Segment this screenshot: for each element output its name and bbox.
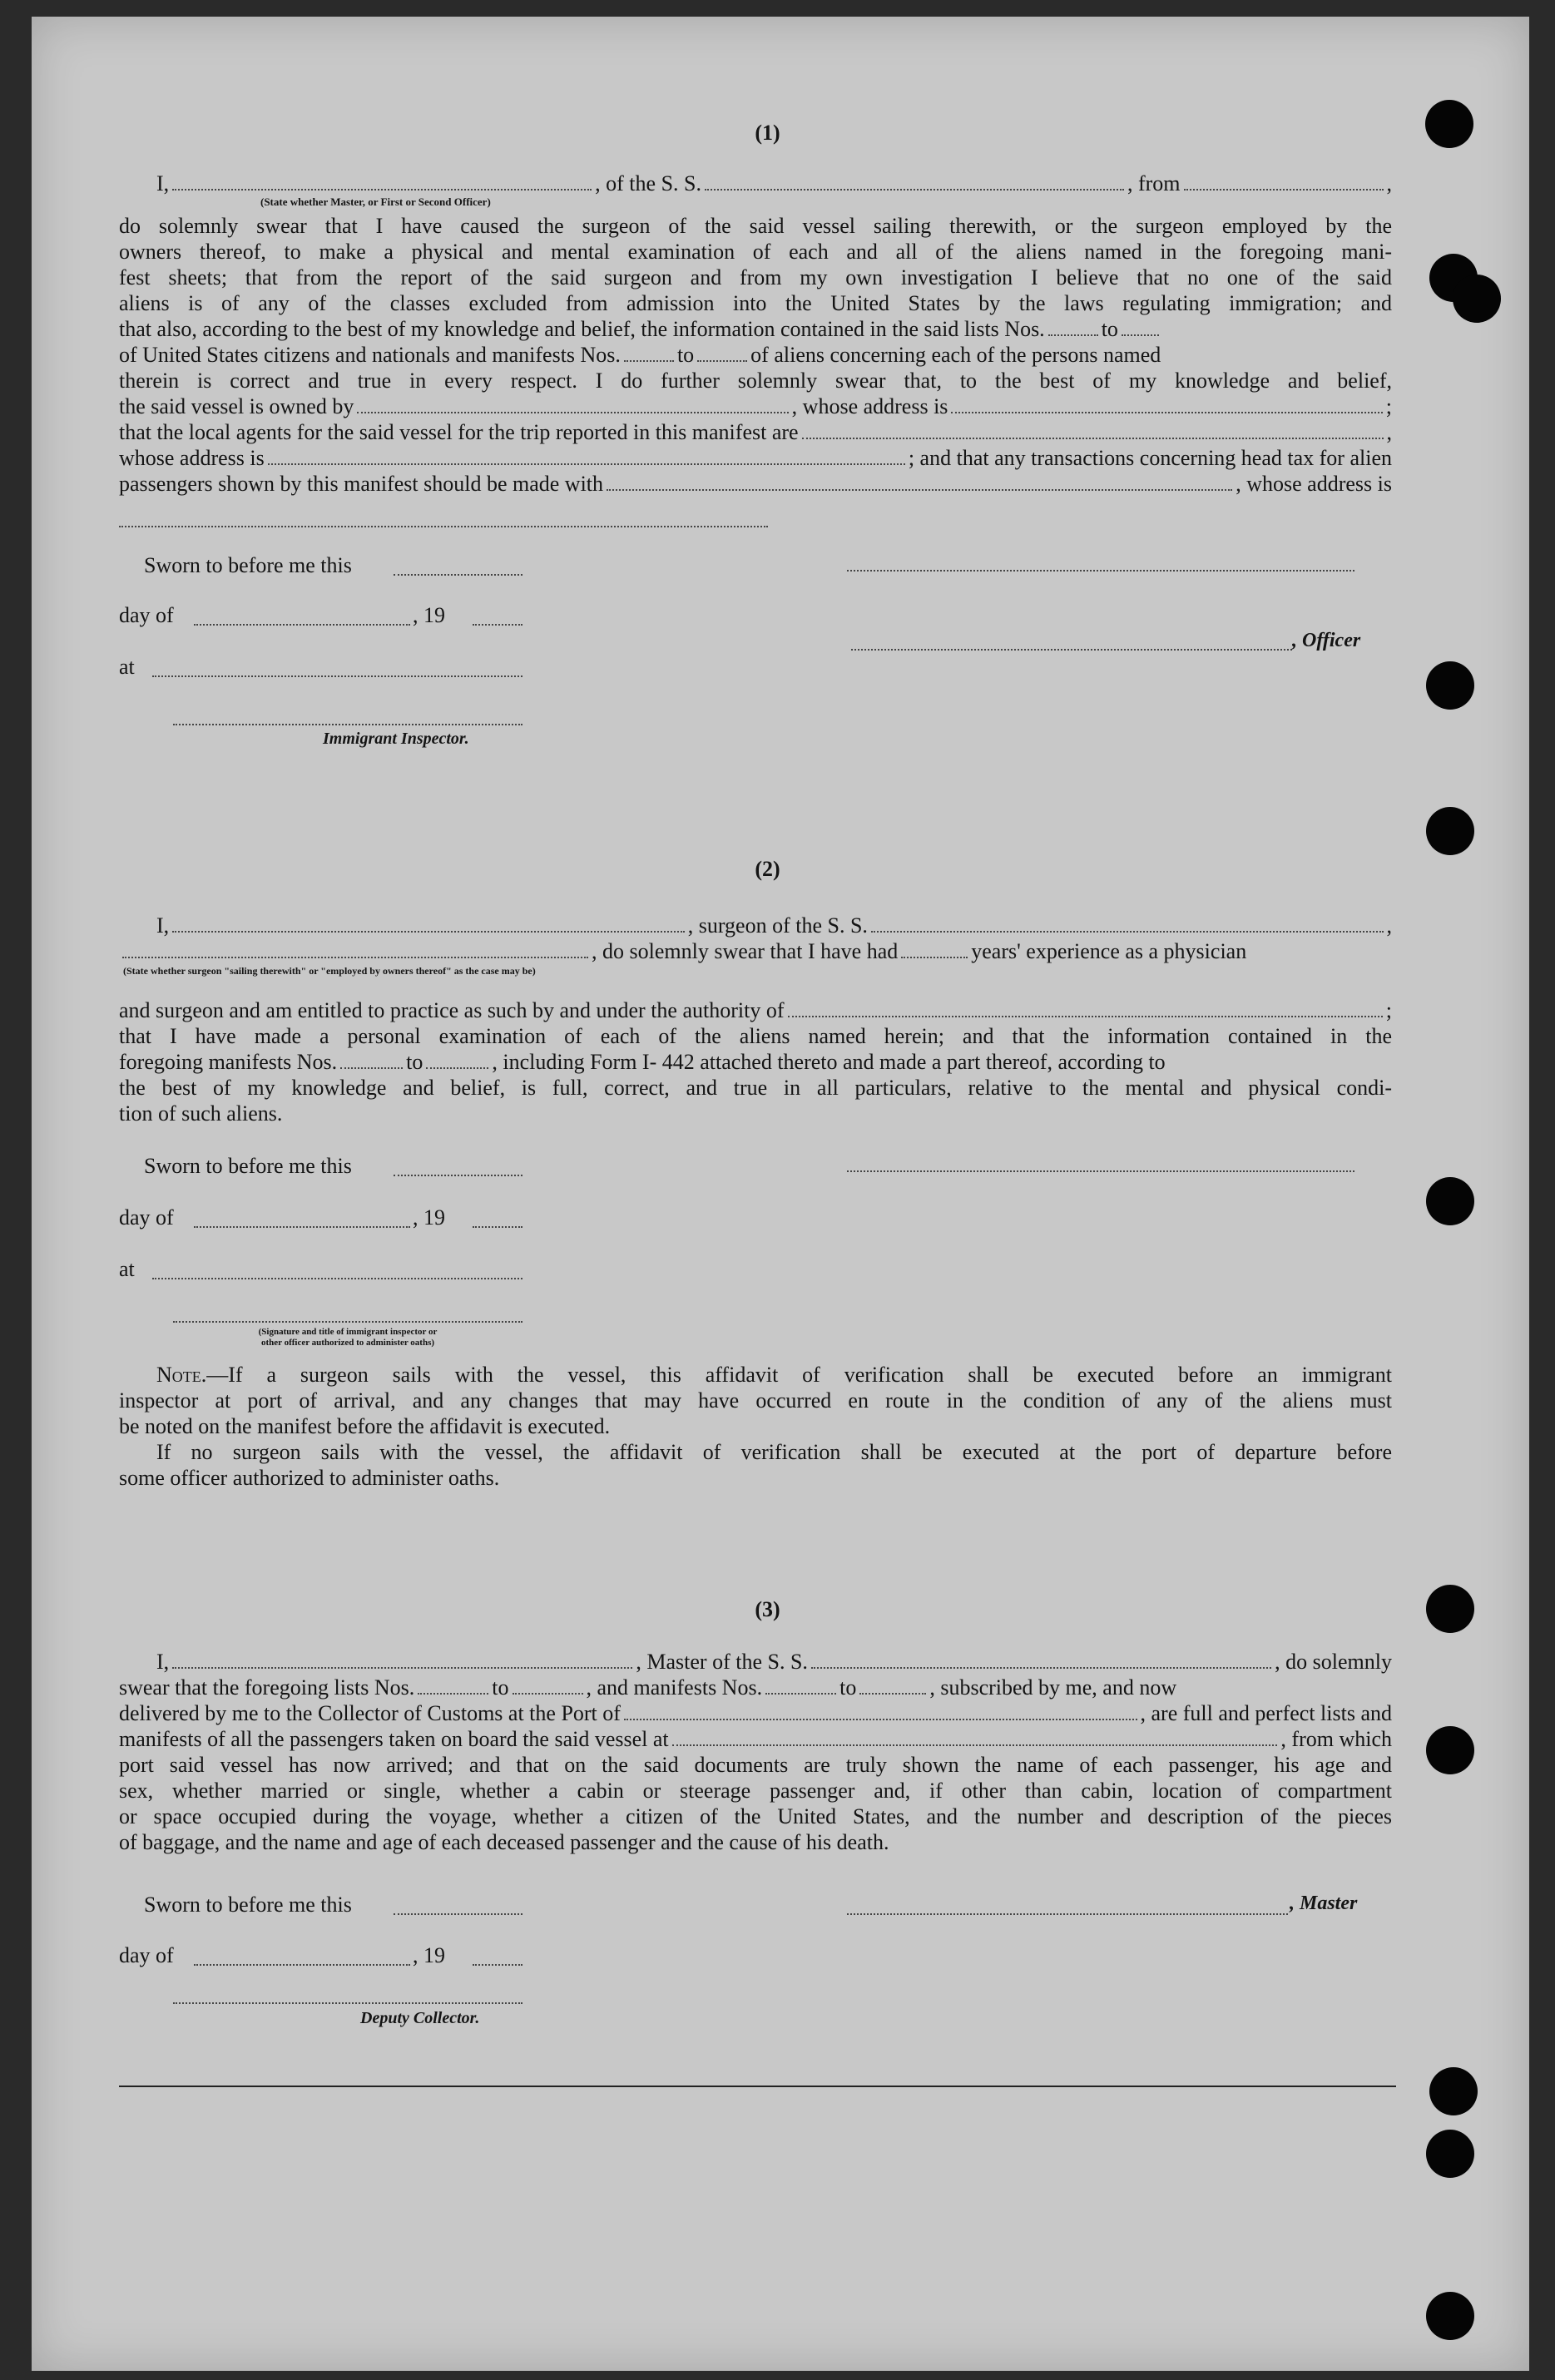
officer-rank-caption: (State whether Master, or First or Second Officer)	[260, 195, 491, 208]
section-1-line-6: that also, according to the best of my knowledge and belief, the information contained in the said lists Nos. to	[119, 316, 1392, 342]
head-tax-address-field[interactable]	[119, 526, 768, 527]
year-field[interactable]	[473, 624, 522, 626]
sworn-day-field[interactable]	[394, 574, 522, 576]
section-3-line-3: delivered by me to the Collector of Customs at the Port of , are full and perfect lists and	[119, 1701, 1392, 1725]
section-1-line-8: therein is correct and true in every respect. I do further solemnly swear that, to the best of my knowledge and belief,	[119, 369, 1392, 393]
master-vessel-field[interactable]	[811, 1662, 1271, 1669]
section-3-number: (3)	[755, 1597, 780, 1621]
master-lists-from-field[interactable]	[418, 1688, 488, 1695]
inspector-caption: Immigrant Inspector.	[323, 730, 469, 748]
head-tax-party-field[interactable]	[607, 484, 1232, 491]
section-2-line-4: that I have made a personal examination of each of the aliens named herein; and that the information contained in the	[119, 1024, 1392, 1048]
surgeon-name-field[interactable]	[172, 926, 685, 933]
deputy-caption: Deputy Collector.	[360, 2009, 480, 2027]
section-1-line-10: that the local agents for the said vessel for the trip reported in this manifest are ,	[119, 420, 1392, 444]
year-field[interactable]	[473, 1226, 522, 1228]
section-3-oath-text: port said vessel has now arrived; and that on the said documents are truly shown the name of each passenger, his age and sex, whether married or single, whether a cabin or steerage passenger and, if other than cabin, location of compartment or space occupied during the voyage, whether a citizen of the United States, and the number and description of the pieces of baggage, and the name and age of each deceased passenger and the cause of his death.	[119, 1753, 1392, 1854]
year-label: , 19	[413, 603, 445, 627]
vessel-field[interactable]	[705, 184, 1124, 190]
section-2-line-1: I, , surgeon of the S. S. ,	[156, 913, 1392, 938]
punch-hole	[1426, 1726, 1474, 1774]
sworn-day-field[interactable]	[394, 1913, 522, 1915]
punch-hole	[1429, 2067, 1478, 2115]
from-field[interactable]	[1184, 184, 1384, 190]
year-label: , 19	[413, 1205, 445, 1230]
section-3-line-2: swear that the foregoing lists Nos. to , and manifests Nos. to , subscribed by me, and now	[119, 1675, 1177, 1700]
master-name-field[interactable]	[172, 1662, 632, 1669]
at-label: at	[119, 655, 135, 679]
day-of-label: day of	[119, 1205, 174, 1230]
note-text: Note.—If a surgeon sails with the vessel, this affidavit of verification shall be executed before an immigrant inspector at port of arrival, and any changes that may have occurred en route in the condition of any of the aliens must be noted on the manifest before the affidavit is executed. If no surgeon sails with the vessel, the affidavit of verification shall be executed at the port of departure before some officer authorized to administer oaths.	[119, 1363, 1392, 1490]
oath-officer-signature-field[interactable]	[173, 1321, 522, 1323]
sworn-day-field[interactable]	[394, 1175, 522, 1176]
owner-field[interactable]	[357, 407, 788, 413]
owner-address-field[interactable]	[951, 407, 1382, 413]
officer-title-field[interactable]	[851, 649, 1292, 651]
section-1-oath-text: do solemnly swear that I have caused the surgeon of the said vessel sailing therewith, or the surgeon employed by the owners thereof, to make a physical and mental examination of each and all of the aliens named in the foregoing mani- fest sheets; that from the report of the said surgeon and from my own investigation I believe that no one of the said aliens is of any of the classes excluded from admission into the United States by the laws regulating immigration; and	[119, 214, 1392, 315]
bottom-rule	[119, 2086, 1396, 2087]
surgeon-manifests-to-field[interactable]	[426, 1062, 488, 1069]
master-signature-field[interactable]	[847, 1913, 1288, 1915]
manifests-to-field[interactable]	[697, 355, 747, 362]
surgeon-status-caption: (State whether surgeon "sailing therewith" or "employed by owners thereof" as the case may be)	[123, 965, 536, 977]
section-1-number: (1)	[755, 121, 780, 145]
year-label: , 19	[413, 1943, 445, 1967]
lists-from-field[interactable]	[1048, 329, 1098, 336]
day-of-month-field[interactable]	[194, 1964, 410, 1966]
master-manifests-from-field[interactable]	[765, 1688, 836, 1695]
port-field[interactable]	[624, 1714, 1137, 1720]
day-of-label: day of	[119, 1943, 174, 1967]
year-field[interactable]	[473, 1964, 522, 1966]
punch-hole	[1453, 275, 1501, 323]
section-1-line-9: the said vessel is owned by , whose address is ;	[119, 394, 1392, 418]
form-sheet	[32, 17, 1529, 2371]
section-3-line-4: manifests of all the passengers taken on board the said vessel at , from which	[119, 1727, 1392, 1751]
officer-label: , Officer	[1292, 630, 1361, 651]
departure-port-field[interactable]	[672, 1739, 1278, 1746]
surgeon-vessel-field[interactable]	[871, 926, 1384, 933]
sworn-label: Sworn to before me this	[144, 1154, 352, 1178]
agents-field[interactable]	[802, 433, 1384, 439]
authority-field[interactable]	[788, 1011, 1383, 1017]
punch-hole	[1426, 661, 1474, 710]
sworn-label: Sworn to before me this	[144, 553, 352, 577]
at-label: at	[119, 1257, 135, 1281]
master-manifests-to-field[interactable]	[859, 1688, 926, 1695]
section-1-line-7: of United States citizens and nationals and manifests Nos. to of aliens concerning each of the persons named	[119, 343, 1161, 367]
punch-hole	[1426, 2130, 1474, 2178]
manifests-from-field[interactable]	[624, 355, 674, 362]
surgeon-signature-field[interactable]	[847, 1170, 1354, 1172]
punch-hole	[1426, 2292, 1474, 2340]
master-label: , Master	[1290, 1893, 1358, 1914]
day-of-month-field[interactable]	[194, 1226, 410, 1228]
section-1-line-12: passengers shown by this manifest should be made with , whose address is	[119, 472, 1392, 496]
surgeon-manifests-from-field[interactable]	[340, 1062, 403, 1069]
section-3-line-1: I, , Master of the S. S. , do solemnly	[156, 1650, 1392, 1674]
punch-hole	[1426, 807, 1474, 855]
deputy-signature-field[interactable]	[173, 2002, 522, 2004]
punch-hole	[1426, 1177, 1474, 1225]
lists-to-field[interactable]	[1122, 329, 1159, 336]
section-2-line-2: , do solemnly swear that I have had years' experience as a physician	[119, 938, 1392, 964]
inspector-signature-field[interactable]	[173, 724, 522, 725]
at-place-field[interactable]	[152, 675, 522, 677]
sworn-label: Sworn to before me this	[144, 1893, 352, 1917]
name-field[interactable]	[172, 184, 592, 190]
oath-officer-caption: (Signature and title of immigrant inspector or other officer authorized to administer oaths)	[258, 1327, 438, 1348]
years-experience-field[interactable]	[901, 952, 968, 958]
master-lists-to-field[interactable]	[513, 1688, 583, 1695]
section-2-line-5: foregoing manifests Nos. to , including Form I- 442 attached thereto and made a part thereof, according to	[119, 1050, 1166, 1074]
day-of-month-field[interactable]	[194, 624, 410, 626]
section-1-line-11: whose address is ; and that any transactions concerning head tax for alien	[119, 446, 1392, 470]
at-place-field[interactable]	[152, 1278, 522, 1279]
officer-signature-field[interactable]	[847, 570, 1354, 571]
section-1-line-1: I, , of the S. S. , from ,	[156, 171, 1392, 195]
agents-address-field[interactable]	[268, 458, 905, 465]
section-2-line-3: and surgeon and am entitled to practice as such by and under the authority of ;	[119, 998, 1392, 1022]
day-of-label: day of	[119, 603, 174, 627]
section-2-number: (2)	[755, 857, 780, 881]
section-2-line-6: the best of my knowledge and belief, is full, correct, and true in all particulars, relative to the mental and physical condi- tion of such aliens.	[119, 1076, 1392, 1126]
surgeon-status-field[interactable]	[122, 952, 588, 958]
